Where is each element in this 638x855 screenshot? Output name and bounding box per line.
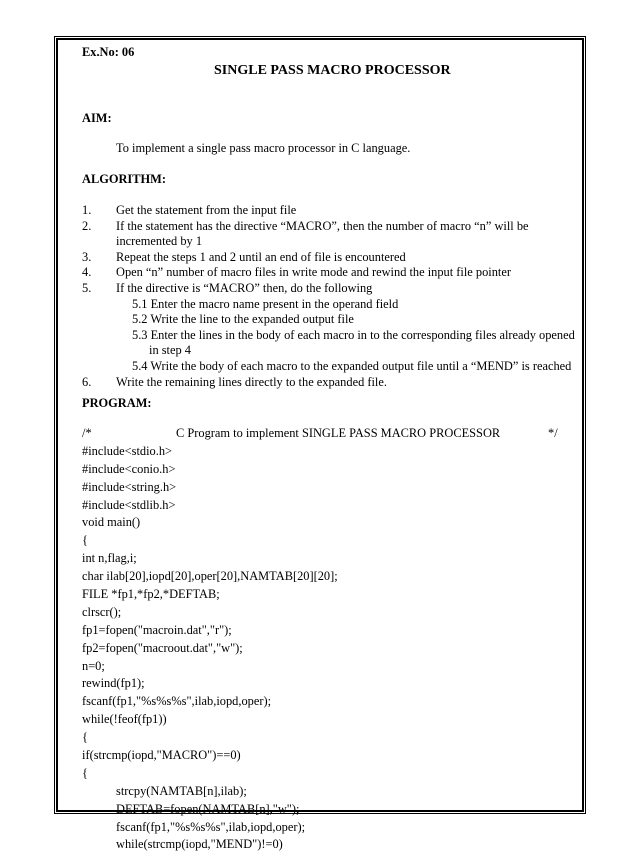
code-line: #include<stdlib.h>	[82, 497, 176, 512]
code-line: clrscr();	[82, 604, 122, 619]
code-line-indented: fscanf(fp1,"%s%s%s",ilab,iopd,oper);	[116, 819, 306, 834]
code-line: #include<conio.h>	[82, 461, 176, 476]
code-line-indented: strcpy(NAMTAB[n],ilab);	[116, 783, 247, 798]
code-line-indented: while(strcmp(iopd,"MEND")!=0)	[116, 837, 283, 852]
algorithm-substep: in step 4	[149, 343, 191, 358]
program-heading: PROGRAM:	[82, 396, 152, 410]
code-line: #include<stdio.h>	[82, 443, 173, 458]
code-line: void main()	[82, 515, 141, 530]
aim-text: To implement a single pass macro processor in C language.	[116, 141, 411, 155]
code-line: int n,flag,i;	[82, 551, 137, 566]
algorithm-substep: 5.1 Enter the macro name present in the operand field	[132, 296, 399, 311]
algorithm-step: 5. If the directive is “MACRO” then, do the following	[82, 280, 373, 295]
document-title: SINGLE PASS MACRO PROCESSOR	[214, 63, 451, 78]
algorithm-step: incremented by 1	[116, 234, 203, 249]
code-line: n=0;	[82, 658, 105, 673]
code-line: {	[82, 765, 88, 780]
code-line: while(!feof(fp1))	[82, 712, 167, 727]
code-line: if(strcmp(iopd,"MACRO")==0)	[82, 748, 241, 763]
code-line: fp1=fopen("macroin.dat","r");	[82, 622, 232, 637]
code-line: fscanf(fp1,"%s%s%s",ilab,iopd,oper);	[82, 694, 272, 709]
algorithm-substep: 5.4 Write the body of each macro to the expanded output file until a “MEND” is reached	[132, 358, 572, 373]
code-comment: /* C Program to implement SINGLE PASS MACRO PROCESSOR */	[82, 426, 558, 440]
code-line: char ilab[20],iopd[20],oper[20],NAMTAB[20][20];	[82, 569, 338, 584]
program-code	[82, 426, 582, 855]
exercise-number: Ex.No: 06	[82, 45, 135, 59]
algorithm-step: 4. Open “n” number of macro files in write mode and rewind the input file pointer	[82, 265, 511, 280]
code-line: {	[82, 533, 88, 548]
code-line: fp2=fopen("macroout.dat","w");	[82, 640, 243, 655]
algorithm-step: 6. Write the remaining lines directly to the expanded file.	[82, 374, 387, 389]
code-line: {	[82, 730, 88, 745]
algorithm-substep: 5.3 Enter the lines in the body of each macro in to the corresponding files already opened	[132, 327, 575, 342]
algorithm-step: 1. Get the statement from the input file	[82, 203, 297, 217]
algorithm-steps	[82, 203, 582, 390]
code-line-indented: DEFTAB=fopen(NAMTAB[n],"w");	[116, 801, 300, 816]
aim-heading: AIM:	[82, 111, 112, 125]
algorithm-step: 3. Repeat the steps 1 and 2 until an end of file is encountered	[82, 249, 406, 264]
algorithm-heading: ALGORITHM:	[82, 172, 166, 186]
algorithm-substep: 5.2 Write the line to the expanded output file	[132, 312, 354, 327]
algorithm-step: 2. If the statement has the directive “MACRO”, then the number of macro “n” will be	[82, 218, 529, 233]
code-line: rewind(fp1);	[82, 676, 145, 691]
code-line: FILE *fp1,*fp2,*DEFTAB;	[82, 587, 220, 602]
code-line: #include<string.h>	[82, 479, 177, 494]
